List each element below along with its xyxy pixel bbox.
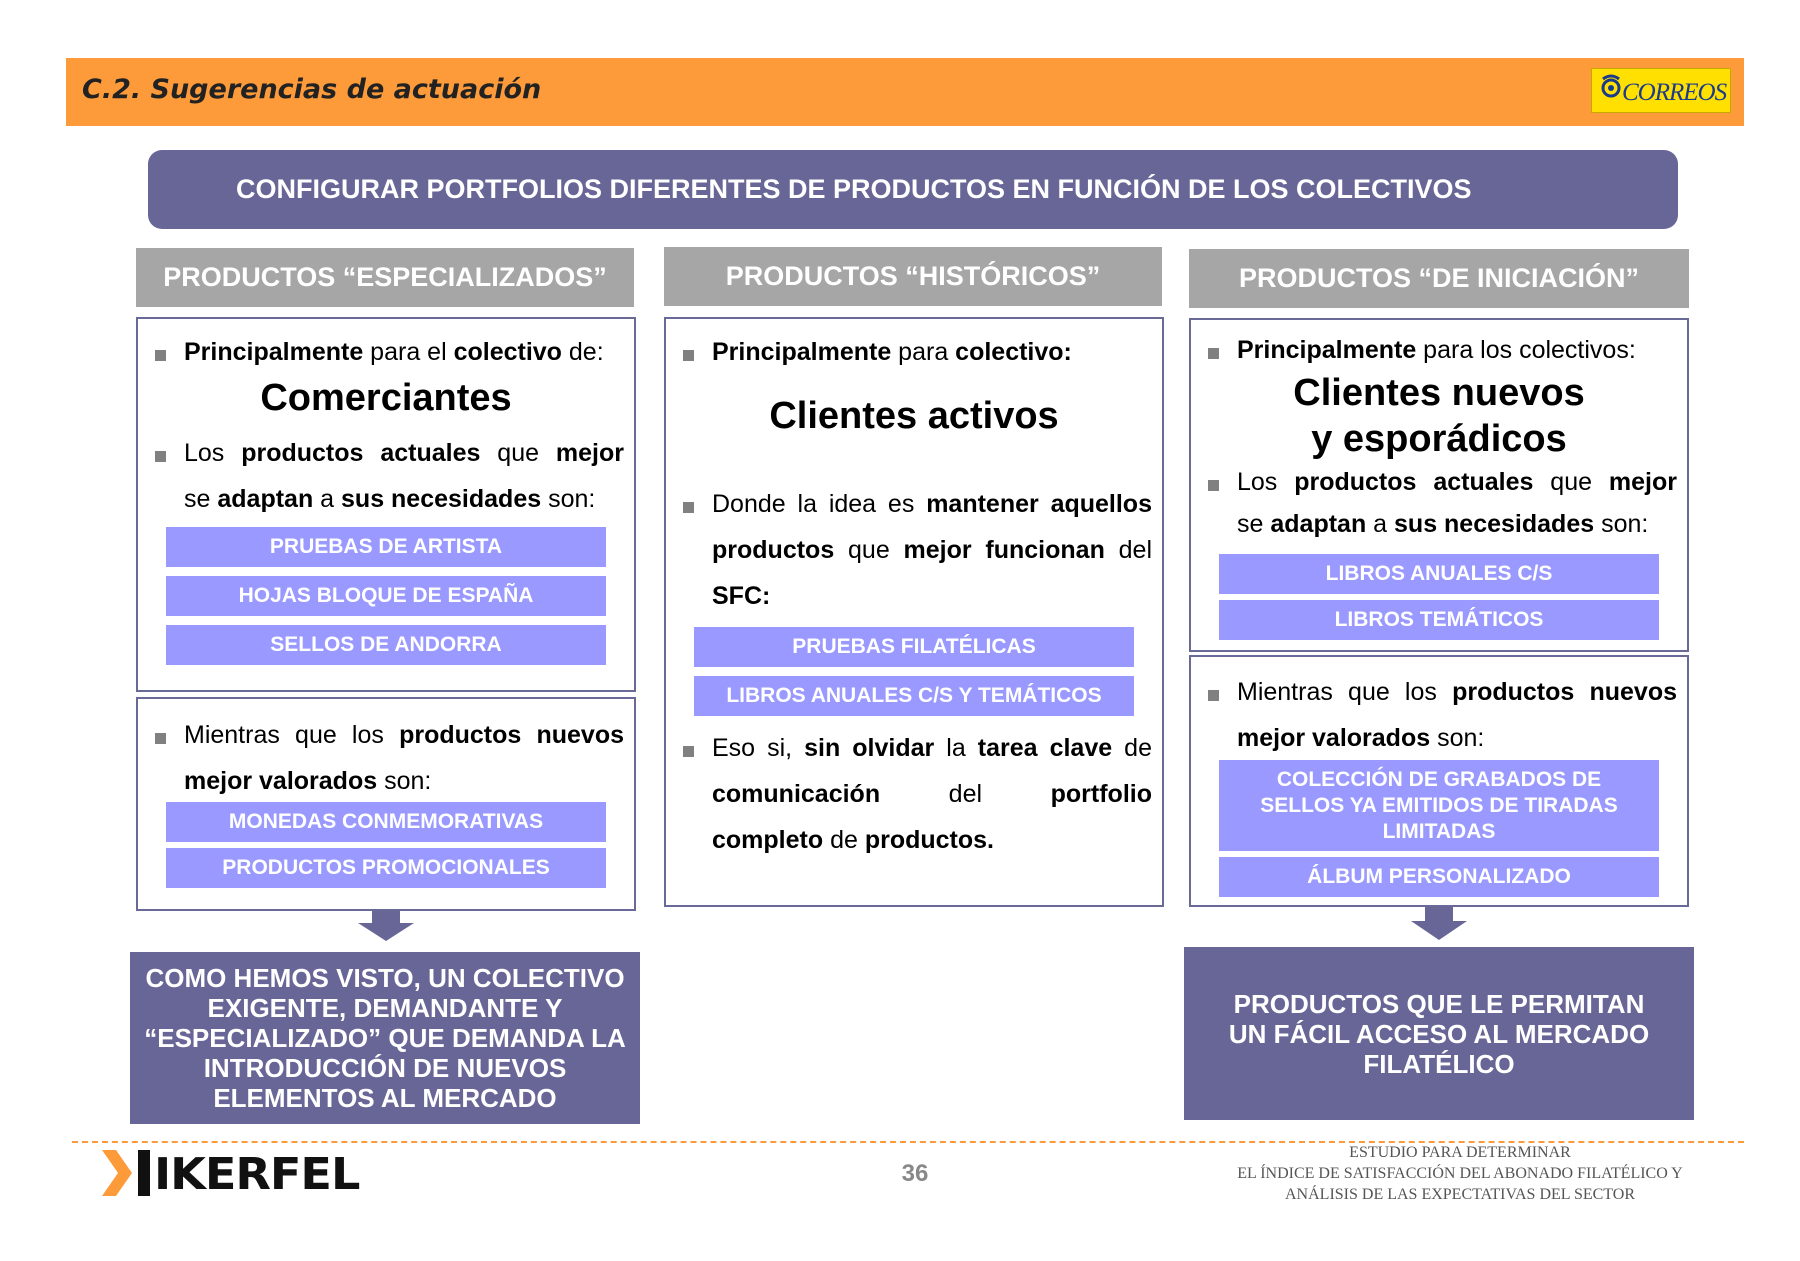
col1-box-new — [136, 697, 636, 911]
arrow-down-icon — [1411, 907, 1467, 940]
product-pill: PRUEBAS DE ARTISTA — [166, 527, 606, 567]
col2-box — [664, 317, 1164, 907]
col2-bullet1: Principalmente para colectivo: — [712, 338, 1072, 366]
bullet-icon — [155, 350, 166, 361]
col2-target: Clientes activos — [769, 395, 1059, 437]
bullet-icon — [683, 746, 694, 757]
bullet-icon — [1208, 480, 1219, 491]
study-title — [1200, 1142, 1720, 1205]
col2-bullet2-line1: Donde la idea es mantener aquellos — [712, 490, 1152, 518]
bullet-icon — [155, 451, 166, 462]
col2-bullet3-line2: comunicación del portfolio — [712, 780, 1152, 808]
col1-box-actual — [136, 317, 636, 692]
product-pill: LIBROS ANUALES C/S — [1219, 554, 1659, 594]
col2-bullet2-line3: SFC: — [712, 582, 771, 610]
col3-target — [1191, 370, 1687, 462]
col2-bullet3-line3: completo de productos. — [712, 826, 994, 854]
product-pill: SELLOS DE ANDORRA — [166, 625, 606, 665]
col3-bullet3-line2: mejor valorados son: — [1237, 724, 1485, 752]
column-header-label: PRODUCTOS “DE INICIACIÓN” — [1238, 263, 1640, 293]
banner-text: CONFIGURAR PORTFOLIOS DIFERENTES DE PRODUCTOS EN FUNCIÓN DE LOS COLECTIVOS — [236, 174, 1472, 204]
column-header-label: PRODUCTOS “ESPECIALIZADOS” — [163, 262, 607, 292]
page-number: 36 — [901, 1160, 929, 1187]
study-line1: ESTUDIO PARA DETERMINAR — [1349, 1144, 1571, 1161]
col3-bullet2-line1: Los productos actuales que mejor — [1237, 468, 1677, 496]
column-header-iniciacion — [1189, 249, 1689, 308]
col1-bullet3-line1: Mientras que los productos nuevos — [184, 721, 624, 749]
post-horn-icon — [1598, 73, 1624, 99]
col3-box-new — [1189, 655, 1689, 907]
ikerfel-logo-text: IKERFEL — [154, 1149, 360, 1200]
ikerfel-chevron-icon — [102, 1150, 152, 1196]
col1-bullet1: Principalmente para el colectivo de: — [184, 338, 604, 366]
bullet-icon — [683, 502, 694, 513]
col3-bullet3-line1: Mientras que los productos nuevos — [1237, 678, 1677, 706]
col3-target-line2: y esporádicos — [1311, 418, 1567, 460]
col1-bullet2-line1: Los productos actuales que mejor — [184, 439, 624, 467]
column-header-label: PRODUCTOS “HISTÓRICOS” — [725, 261, 1101, 291]
col1-bullet3-line2: mejor valorados son: — [184, 767, 432, 795]
study-line2: EL ÍNDICE DE SATISFACCIÓN DEL ABONADO FILATÉLICO Y — [1237, 1165, 1683, 1182]
col3-box-actual — [1189, 318, 1689, 652]
col1-target: Comerciantes — [260, 377, 512, 419]
col2-bullet3-line1: Eso si, sin olvidar la tarea clave de — [712, 734, 1152, 762]
column-header-historicos — [664, 247, 1162, 306]
col1-conclusion: COMO HEMOS VISTO, UN COLECTIVO EXIGENTE, DEMANDANTE Y “ESPECIALIZADO” QUE DEMANDA LA INTRODUCCIÓN DE NUEVOS ELEMENTOS AL MERCADO — [130, 952, 640, 1124]
page-title: C.2. Sugerencias de actuación — [82, 74, 542, 105]
product-pill: ÁLBUM PERSONALIZADO — [1219, 857, 1659, 897]
bullet-icon — [155, 733, 166, 744]
col3-conclusion: PRODUCTOS QUE LE PERMITAN UN FÁCIL ACCESO AL MERCADO FILATÉLICO — [1184, 947, 1694, 1120]
bullet-icon — [1208, 690, 1219, 701]
product-pill: COLECCIÓN DE GRABADOS DE SELLOS YA EMITIDOS DE TIRADAS LIMITADAS — [1219, 760, 1659, 851]
product-pill: LIBROS ANUALES C/S Y TEMÁTICOS — [694, 676, 1134, 716]
col2-bullet2-line2: productos que mejor funcionan del — [712, 536, 1152, 564]
product-pill: MONEDAS CONMEMORATIVAS — [166, 802, 606, 842]
product-pill: PRUEBAS FILATÉLICAS — [694, 627, 1134, 667]
logo-text: CORREOS — [1622, 79, 1727, 106]
bullet-icon — [1208, 348, 1219, 359]
main-banner — [148, 150, 1678, 229]
product-pill: PRODUCTOS PROMOCIONALES — [166, 848, 606, 888]
arrow-down-icon — [358, 911, 414, 941]
study-line3: ANÁLISIS DE LAS EXPECTATIVAS DEL SECTOR — [1285, 1186, 1635, 1203]
product-pill: HOJAS BLOQUE DE ESPAÑA — [166, 576, 606, 616]
col3-bullet1: Principalmente para los colectivos: — [1237, 336, 1636, 364]
col1-bullet2-line2: se adaptan a sus necesidades son: — [184, 485, 596, 513]
correos-logo — [1591, 68, 1731, 113]
col3-target-line1: Clientes nuevos — [1293, 372, 1585, 414]
bullet-icon — [683, 350, 694, 361]
column-header-especializados — [136, 248, 634, 307]
col3-bullet2-line2: se adaptan a sus necesidades son: — [1237, 510, 1649, 538]
product-pill: LIBROS TEMÁTICOS — [1219, 600, 1659, 640]
